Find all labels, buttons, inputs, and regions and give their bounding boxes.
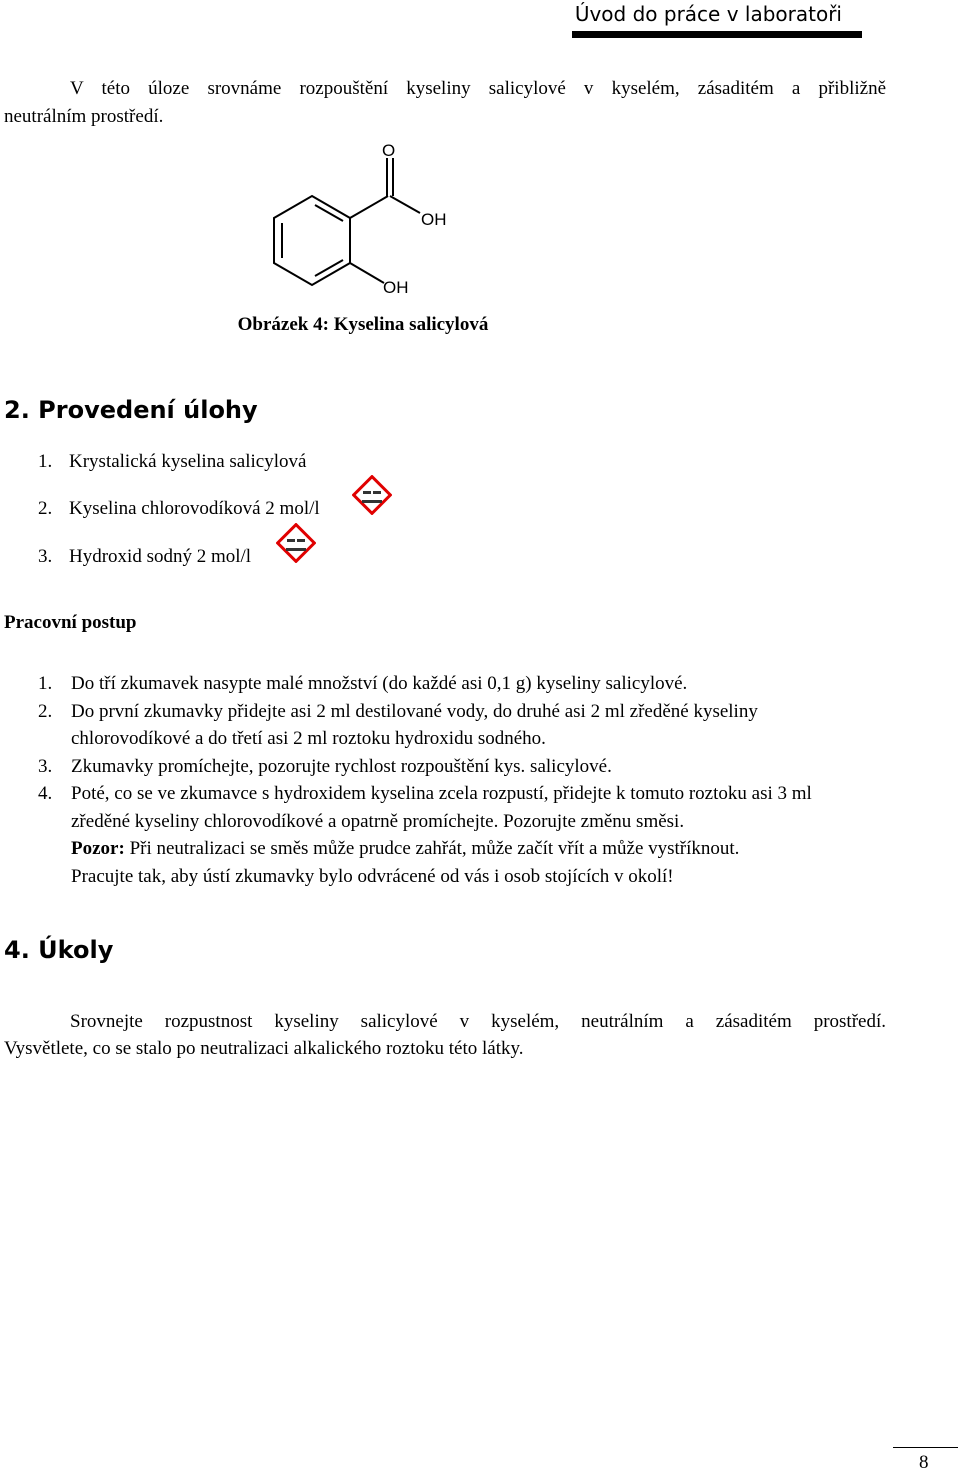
warning-block-2 [38, 863, 858, 891]
step-num: 2. [38, 700, 53, 722]
warning-label: Pozor: [71, 838, 125, 859]
step-item [38, 698, 858, 753]
step-text: Zkumavky promíchejte, pozorujte rychlost rozpouštění kys. salicylové. [71, 755, 612, 777]
chemical-num: 1. [38, 451, 53, 472]
warning-text-2: Pracujte tak, aby ústí zkumavky bylo odvrácené od vás i osob stojících v okolí! [71, 865, 674, 887]
task-line-2: Vysvětlete, co se stalo po neutralizaci alkalického roztoku této látky. [4, 1038, 524, 1059]
step-num: 3. [38, 755, 53, 777]
header-title: Úvod do práce v laboratoři [574, 2, 842, 26]
warning-block [38, 835, 858, 863]
atom-o-label: O [382, 141, 396, 160]
corrosive-icon [352, 475, 392, 515]
atom-oh-carboxyl-label: OH [421, 210, 447, 229]
task-line-1: Srovnejte rozpustnost kyseliny salicylové v kyselém, neutrálním a zásaditém prostředí. [70, 1011, 886, 1032]
footer-rule [893, 1447, 958, 1448]
step-item [38, 780, 858, 835]
chemical-item-1 [38, 451, 306, 473]
chemical-num: 3. [38, 546, 53, 567]
chemical-item-3 [38, 546, 251, 568]
section-4-heading: 4. Úkoly [4, 936, 114, 964]
step-text: Do první zkumavky přidejte asi 2 ml destilované vody, do druhé asi 2 ml zředěné kyseliny chlorovodíkové a do třetí asi 2 ml roztoku hydroxidu sodného. [71, 700, 758, 749]
step-num: 1. [38, 673, 53, 694]
corrosive-icon [276, 523, 316, 563]
procedure-heading: Pracovní postup [4, 612, 137, 633]
procedure-steps [38, 670, 858, 890]
header-rule [572, 31, 862, 38]
chemical-num: 2. [38, 498, 53, 519]
warning-text: Při neutralizaci se směs může prudce zahřát, může začít vřít a může vystříknout. [124, 838, 740, 859]
chemical-item-2 [38, 498, 320, 520]
atom-oh-phenol-label: OH [383, 278, 409, 297]
step-num: 4. [38, 783, 53, 804]
step-text: Do tří zkumavek nasypte malé množství (do každé asi 0,1 g) kyseliny salicylové. [71, 673, 688, 694]
step-item [38, 670, 858, 698]
step-text: Poté, co se ve zkumavce s hydroxidem kyselina zcela rozpustí, přidejte k tomuto roztoku asi 3 ml zředěné kyseliny chlorovodíkové a opatrně promíchejte. Pozorujte změnu směsi. [71, 783, 812, 832]
figure-caption: Obrázek 4: Kyselina salicylová [237, 314, 489, 335]
salicylic-acid-structure [262, 138, 462, 303]
chemical-text: Krystalická kyselina salicylová [69, 451, 307, 472]
intro-line-1: V této úloze srovnáme rozpouštění kyseliny salicylové v kyselém, zásaditém a přibližně [70, 78, 886, 99]
intro-line-2: neutrálním prostředí. [4, 106, 164, 127]
chemical-text: Hydroxid sodný 2 mol/l [69, 546, 252, 567]
task-paragraph [4, 1008, 886, 1062]
intro-paragraph [4, 75, 886, 131]
section-2-heading: 2. Provedení úlohy [4, 396, 258, 424]
chemical-text: Kyselina chlorovodíková 2 mol/l [69, 498, 320, 519]
step-item [38, 753, 858, 781]
page-number: 8 [919, 1452, 929, 1473]
